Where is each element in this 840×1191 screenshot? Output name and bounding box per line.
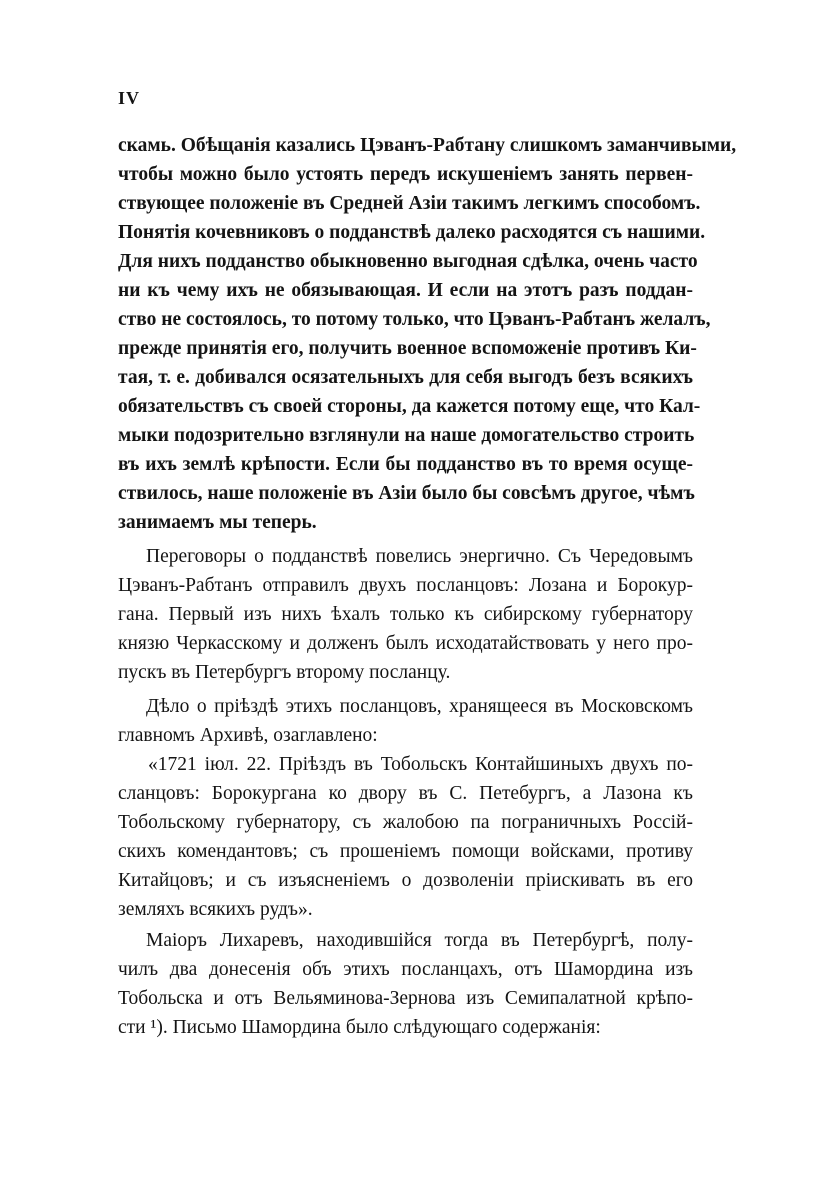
text-line: Дѣло о пріѣздѣ этихъ посланцовъ, хранящееся въ Московскомъ — [146, 696, 693, 717]
text-line: сти ¹). Письмо Шамордина было слѣдующаго содержанія: — [118, 1017, 601, 1038]
text-line: ни къ чему ихъ не обязывающая. И если на этотъ разъ поддан- — [118, 280, 693, 301]
text-line: занимаемъ мы теперь. — [118, 512, 317, 533]
quote-line: скихъ комендантовъ; съ прошеніемъ помощи войсками, противу — [118, 841, 693, 862]
text-line: гана. Первый изъ нихъ ѣхалъ только къ сибирскому губернатору — [118, 604, 693, 625]
text-line: Переговоры о подданствѣ повелись энергично. Съ Чередовымъ — [146, 546, 693, 567]
quote-line: Тобольскому губернатору, съ жалобою па пограничныхъ Россій- — [118, 812, 693, 833]
quote-line: сланцовъ: Борокургана ко двору въ С. Петебургъ, а Лазона къ — [118, 783, 693, 804]
text-line: прежде принятія его, получить военное вспоможеніе противъ Ки- — [118, 338, 697, 359]
text-line: ство не состоялось, то потому только, что Цэванъ-Рабтанъ желалъ, — [118, 309, 711, 330]
text-line: обязательствъ съ своей стороны, да кажется потому еще, что Кал- — [118, 396, 701, 417]
text-line: мыки подозрительно взглянули на наше домогательство строить — [118, 425, 695, 446]
text-line: Понятія кочевниковъ о подданствѣ далеко расходятся съ нашими. — [118, 222, 706, 243]
text-line: главномъ Архивѣ, озаглавлено: — [118, 725, 378, 746]
text-line: въ ихъ землѣ крѣпости. Если бы подданство въ то время осуще- — [118, 454, 693, 475]
text-line: Маіоръ Лихаревъ, находившійся тогда въ Петербургѣ, полу- — [146, 930, 693, 951]
text-line: ствилось, наше положеніе въ Азіи было бы совсѣмъ другое, чѣмъ — [118, 483, 695, 504]
text-line: князю Черкасскому и долженъ былъ исходатайствовать у него про- — [118, 633, 693, 654]
page-number: IV — [118, 88, 141, 108]
quote-line: земляхъ всякихъ рудъ». — [118, 899, 313, 920]
text-line: ствующее положеніе въ Средней Азіи такимъ легкимъ способомъ. — [118, 193, 701, 214]
text-line: чилъ два донесенія объ этихъ посланцахъ, отъ Шамордина изъ — [118, 959, 693, 980]
text-line: пускъ въ Петербургъ второму посланцу. — [118, 662, 451, 683]
quote-line: Китайцовъ; и съ изъясненіемъ о дозволеніи пріискивать въ его — [118, 870, 693, 891]
text-line: чтобы можно было устоять передъ искушеніемъ занять первен- — [118, 164, 693, 185]
text-line: Цэванъ-Рабтанъ отправилъ двухъ посланцовъ: Лозана и Борокур- — [118, 575, 693, 596]
text-line: тая, т. е. добивался осязательныхъ для себя выгодъ безъ всякихъ — [118, 367, 693, 388]
text-line: скамь. Обѣщанія казались Цэванъ-Рабтану слишкомъ заманчивыми, — [118, 135, 737, 156]
quote-line: «1721 іюл. 22. Пріѣздъ въ Тобольскъ Контайшиныхъ двухъ по- — [148, 754, 693, 775]
text-line: Для нихъ подданство обыкновенно выгодная сдѣлка, очень часто — [118, 251, 698, 272]
text-line: Тобольска и отъ Вельяминова-Зернова изъ Семипалатной крѣпо- — [118, 988, 693, 1009]
